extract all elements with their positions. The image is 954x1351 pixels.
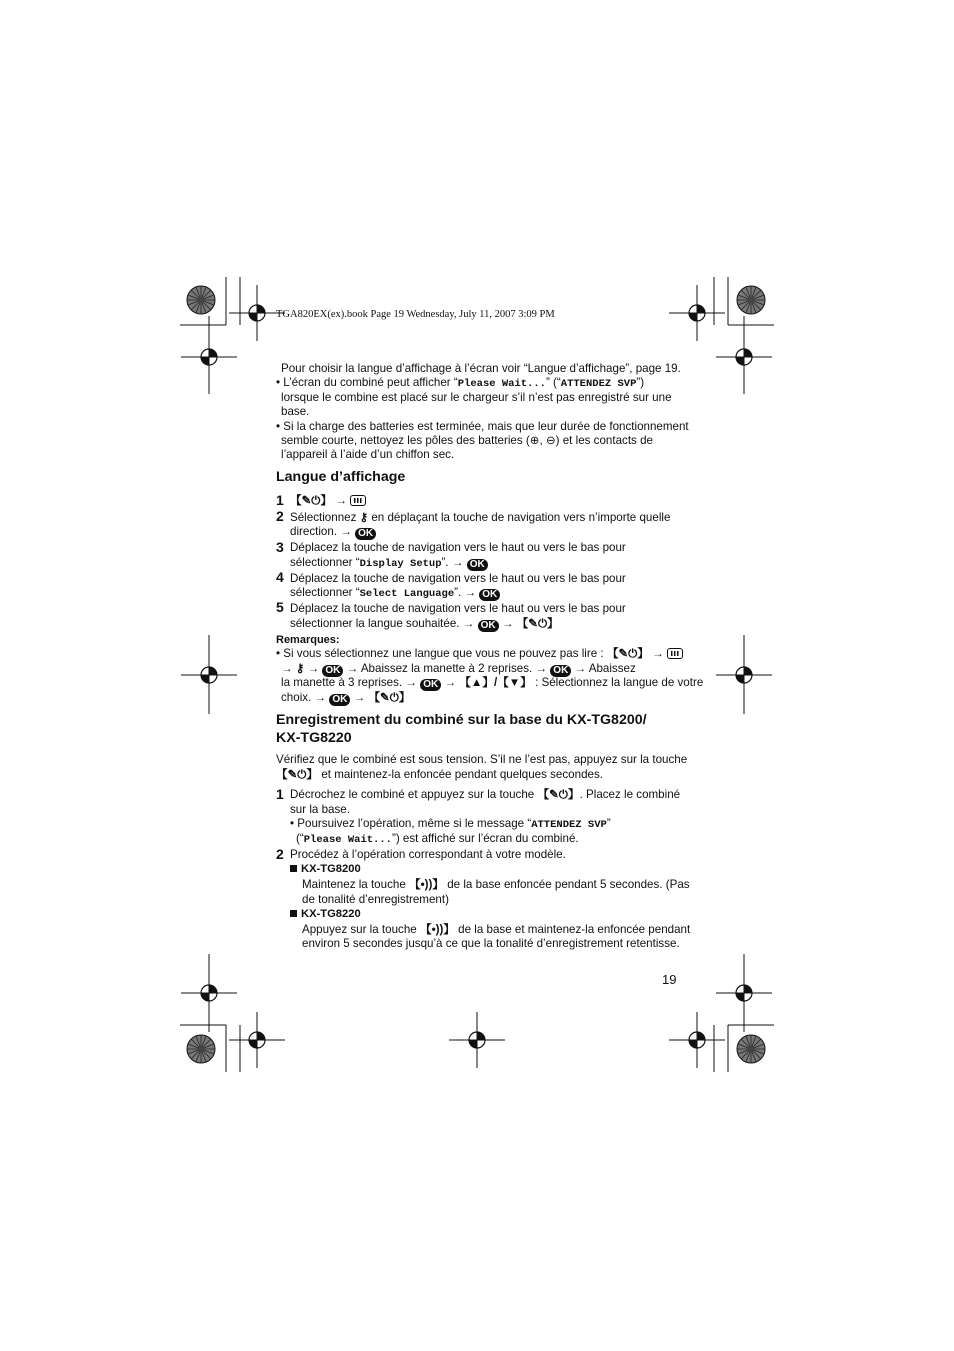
code-display-setup: Display Setup <box>359 558 442 570</box>
model-heading-kx-tg8200 <box>290 862 361 876</box>
minus-terminal-icon: ⊖ <box>545 434 556 447</box>
square-bullet-icon <box>290 910 297 917</box>
text: (“ <box>296 832 304 845</box>
step-2-line <box>290 525 376 540</box>
menu-key-icon: 【✎⏻】 <box>290 494 333 507</box>
arrow-icon: → <box>340 525 352 538</box>
text: Décrochez le combiné et appuyez sur la touche <box>290 788 535 801</box>
code-attendez-svp: ATTENDEZ SVP <box>560 378 637 390</box>
arrow-icon: → <box>652 647 664 660</box>
remarks-title: Remarques: <box>276 634 340 646</box>
text: et maintenez-la enfoncée pendant quelques secondes. <box>321 768 603 781</box>
book-header: TGA820EX(ex).book Page 19 Wednesday, July 11, 2007 3:09 PM <box>276 309 555 320</box>
step-number: 1 <box>276 786 284 802</box>
step-5-line <box>290 617 559 632</box>
remark-line <box>281 691 411 706</box>
ok-key-icon: OK <box>467 559 488 571</box>
menu-grid-icon <box>350 495 366 506</box>
step-number: 5 <box>276 599 284 615</box>
text: ”. <box>441 556 449 569</box>
text: sélectionner la langue souhaitée. <box>290 617 460 630</box>
text: Sélectionnez <box>290 511 357 524</box>
arrow-icon: → <box>464 586 477 599</box>
locator-key-icon: 【•))】 <box>419 923 455 936</box>
model-2-line <box>302 923 690 937</box>
arrow-icon: → <box>335 494 347 507</box>
step-3: Déplacez la touche de navigation vers le haut ou vers le bas pour <box>290 541 626 554</box>
text: ”) <box>636 376 645 389</box>
arrow-icon: → <box>535 662 548 675</box>
reg-step-2: Procédez à l’opération correspondant à votre modèle. <box>290 848 566 861</box>
ok-key-icon: OK <box>322 665 343 677</box>
section-title-langue: Langue d’affichage <box>276 469 406 485</box>
remark-line <box>281 662 636 677</box>
section-title-enregistrement: Enregistrement du combiné sur la base du KX-TG8200/ <box>276 712 647 728</box>
text: • Si vous sélectionnez une langue que vous ne pouvez pas lire : <box>276 647 604 660</box>
code-please-wait: Please Wait... <box>457 378 546 390</box>
menu-key-icon: 【✎⏻】 <box>537 788 580 801</box>
bullet-line: lorsque le combine est placé sur le chargeur s’il n’est pas enregistré sur une <box>281 391 672 404</box>
page-number: 19 <box>662 972 677 987</box>
text: : Sélectionnez la langue de votre <box>535 676 704 689</box>
step-number: 4 <box>276 569 284 585</box>
step-number: 2 <box>276 846 284 862</box>
menu-key-icon: 【✎⏻】 <box>276 768 319 781</box>
arrow-icon: → <box>353 691 366 704</box>
ok-key-icon: OK <box>550 665 571 677</box>
model-1-line <box>302 878 690 892</box>
step-3-line <box>290 556 488 571</box>
arrow-icon: → <box>501 617 514 630</box>
arrow-icon: → <box>307 662 320 675</box>
arrow-icon: → <box>574 662 587 675</box>
settings-icon: ⚷ <box>295 662 305 675</box>
model-1-line: de tonalité d’enregistrement) <box>302 893 449 906</box>
arrow-icon: → <box>281 662 293 675</box>
step-4-line <box>290 586 500 601</box>
menu-key-icon: 【✎⏻】 <box>368 691 411 704</box>
text: ” (“ <box>545 376 561 389</box>
text: de la base enfoncée pendant 5 secondes. (Pas <box>447 878 690 891</box>
intro-line: Pour choisir la langue d’affichage à l’écran voir “Langue d’affichage”, page 19. <box>281 362 681 375</box>
text: direction. <box>290 525 338 538</box>
model-2-line: environ 5 secondes jusqu’à ce que la tonalité d’enregistrement retentisse. <box>302 937 680 950</box>
bullet-battery: • Si la charge des batteries est terminée, mais que leur durée de fonctionnement <box>276 420 689 433</box>
text: ” <box>606 817 611 830</box>
step-number: 2 <box>276 508 284 524</box>
arrow-icon: → <box>405 676 417 689</box>
code-select-language: Select Language <box>359 588 455 600</box>
text: , <box>539 434 546 447</box>
text: Maintenez la touche <box>302 878 406 891</box>
text: Abaissez <box>588 662 636 675</box>
arrow-icon: → <box>346 662 359 675</box>
plus-terminal-icon: ⊕ <box>529 434 540 447</box>
reg-step-1 <box>290 788 680 802</box>
arrow-icon: → <box>462 617 475 630</box>
ok-key-icon: OK <box>329 694 350 706</box>
step-number: 1 <box>276 492 284 508</box>
text: KX-TG8200 <box>301 863 361 875</box>
up-down-key-icon: 【▲】/【▼】 <box>459 676 532 689</box>
bullet-display-message <box>276 376 644 391</box>
remark-line <box>281 676 703 691</box>
paragraph-line <box>276 768 603 782</box>
text: Appuyez sur la touche <box>302 923 417 936</box>
text: la manette à 3 reprises. <box>281 676 403 689</box>
bullet-line: l’appareil à l’aide d’un chiffon sec. <box>281 448 455 461</box>
text: sélectionner “ <box>290 556 360 569</box>
arrow-icon: → <box>451 556 464 569</box>
arrow-icon: → <box>444 676 457 689</box>
text: en déplaçant la touche de navigation vers n’importe quelle <box>371 511 671 524</box>
square-bullet-icon <box>290 865 297 872</box>
text: Abaissez la manette à 2 reprises. <box>360 662 533 675</box>
bullet-line <box>281 434 653 448</box>
remark-line <box>276 647 683 661</box>
menu-key-icon: 【✎⏻】 <box>606 647 649 660</box>
bullet-line: base. <box>281 405 310 418</box>
menu-key-icon: 【✎⏻】 <box>516 617 559 630</box>
model-heading-kx-tg8220 <box>290 907 361 921</box>
reg-step-1-line: sur la base. <box>290 803 350 816</box>
step-1 <box>290 494 366 508</box>
section-title-enregistrement-line2: KX-TG8220 <box>276 730 352 746</box>
settings-icon: ⚷ <box>359 511 369 524</box>
locator-key-icon: 【•))】 <box>409 878 444 891</box>
text: ) et les contacts de <box>555 434 653 447</box>
code-please-wait: Please Wait... <box>303 834 392 846</box>
arrow-icon: → <box>314 691 327 704</box>
ok-key-icon: OK <box>420 679 441 691</box>
text: . Placez le combiné <box>579 788 681 801</box>
step-2 <box>290 511 670 525</box>
text: sélectionner “ <box>290 586 360 599</box>
text: KX-TG8220 <box>301 908 361 920</box>
text: • L’écran du combiné peut afficher “ <box>276 376 458 389</box>
text: semble courte, nettoyez les pôles des batteries ( <box>281 434 530 447</box>
ok-key-icon: OK <box>479 589 500 601</box>
paragraph-line: Vérifiez que le combiné est sous tension. S’il ne l’est pas, appuyez sur la touche <box>276 753 688 766</box>
ok-key-icon: OK <box>478 620 499 632</box>
step-number: 3 <box>276 539 284 555</box>
ok-key-icon: OK <box>355 528 376 540</box>
code-attendez-svp: ATTENDEZ SVP <box>531 819 607 831</box>
text: de la base et maintenez-la enfoncée pendant <box>458 923 691 936</box>
menu-grid-icon <box>667 648 683 659</box>
text: ”. <box>454 586 462 599</box>
reg-step-1-bullet <box>290 817 611 832</box>
reg-step-1-bullet-line <box>296 832 579 847</box>
step-5: Déplacez la touche de navigation vers le haut ou vers le bas pour <box>290 602 626 615</box>
text: choix. <box>281 691 312 704</box>
text: • Poursuivez l’opération, même si le message “ <box>290 817 532 830</box>
text: ”) est affiché sur l’écran du combiné. <box>391 832 579 845</box>
step-4: Déplacez la touche de navigation vers le haut ou vers le bas pour <box>290 572 626 585</box>
